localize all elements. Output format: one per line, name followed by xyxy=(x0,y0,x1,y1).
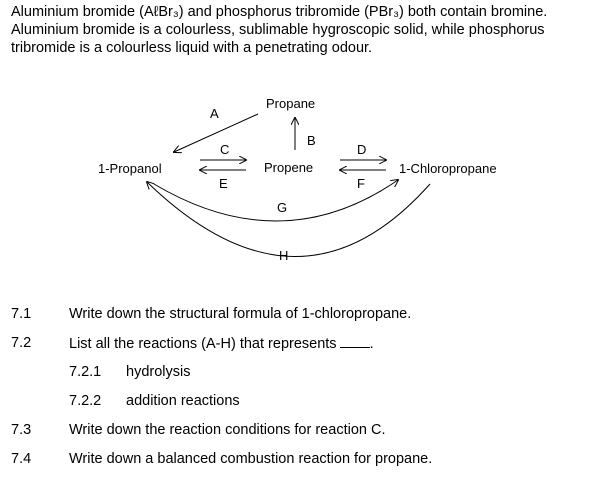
question-7-2-text: List all the reactions (A-H) that represents xyxy=(69,336,337,352)
question-7-4-text: Write down a balanced combustion reaction for propane. xyxy=(69,451,433,467)
question-7-4-number: 7.4 xyxy=(11,451,32,467)
question-7-2-2-number: 7.2.2 xyxy=(69,393,102,409)
answer-blank xyxy=(340,334,370,348)
intro-line-2: Aluminium bromide is a colourless, sublimable hygroscopic solid, while phosphorus xyxy=(11,22,545,38)
label-f: F xyxy=(357,176,365,191)
label-g: G xyxy=(277,200,288,215)
question-7-2-number: 7.2 xyxy=(11,335,32,351)
label-b: B xyxy=(307,133,316,148)
label-h: H xyxy=(279,248,289,263)
question-7-1-number: 7.1 xyxy=(11,306,32,322)
propanol-label: 1-Propanol xyxy=(98,161,162,176)
question-7-2-2-text: addition reactions xyxy=(126,393,240,409)
propene-label: Propene xyxy=(264,160,314,175)
question-7-2-row xyxy=(69,334,374,353)
question-7-1-text: Write down the structural formula of 1-chloropropane. xyxy=(69,306,412,322)
question-7-2-1-number: 7.2.1 xyxy=(69,364,102,380)
question-7-3-number: 7.3 xyxy=(11,422,32,438)
chloropropane-label: 1-Chloropropane xyxy=(399,161,497,176)
label-d: D xyxy=(357,142,367,157)
intro-line-1: Aluminium bromide (AℓBr₃) and phosphorus tribromide (PBr₃) both contain bromine. xyxy=(11,4,548,20)
propane-label: Propane xyxy=(266,96,316,111)
label-c: C xyxy=(220,142,230,157)
question-7-2-1-text: hydrolysis xyxy=(126,364,191,380)
question-7-2-suffix: . xyxy=(369,336,374,352)
intro-line-3: tribromide is a colourless liquid with a penetrating odour. xyxy=(11,40,373,56)
label-a: A xyxy=(210,106,219,121)
label-e: E xyxy=(219,176,228,191)
arrow-h xyxy=(147,182,430,257)
question-7-3-text: Write down the reaction conditions for reaction C. xyxy=(69,422,386,438)
